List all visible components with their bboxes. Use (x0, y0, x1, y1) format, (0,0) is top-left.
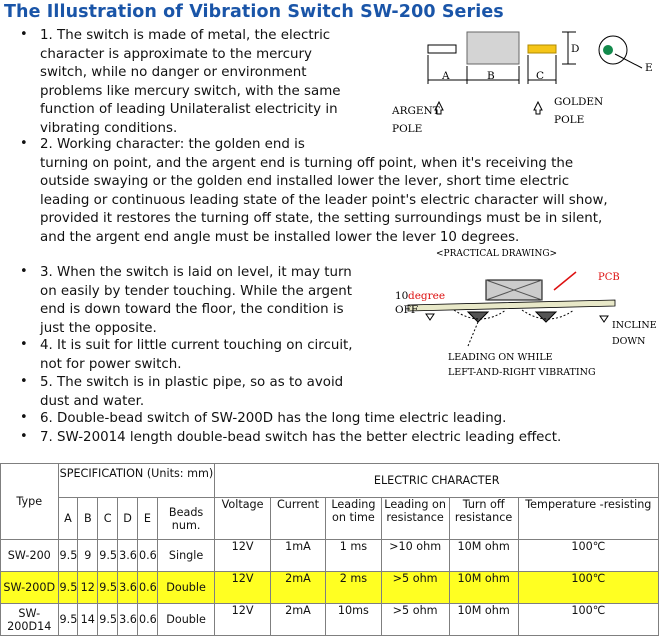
type-header: Type (1, 464, 59, 540)
practical-heading: <PRACTICAL DRAWING> (436, 249, 558, 259)
off-label: OFF (395, 304, 419, 316)
golden-pole-label: POLE (554, 114, 585, 126)
practical-drawing (390, 248, 662, 383)
label-c: C (536, 70, 545, 82)
page-title: The Illustration of Vibration Switch SW-200 Series (4, 2, 504, 22)
table-row: SW-200D14 9.5 14 9.5 3.6 0.6 Double 12V 2mA 10ms >5 ohm 10M ohm 100℃ (1, 604, 659, 636)
right-leg (536, 312, 556, 322)
electric-header: ELECTRIC CHARACTER (215, 464, 659, 498)
label-e: E (645, 62, 653, 74)
bullet-dot: • (20, 429, 28, 444)
left-leg (468, 312, 488, 322)
leading-time-header: Leading on time (326, 498, 381, 540)
turnoff-resistance-header: Turn off resistance (449, 498, 518, 540)
spec-table (0, 463, 659, 636)
bullet-dot: • (20, 374, 28, 389)
incline-label: INCLINE (612, 320, 657, 331)
col-c-header: C (98, 498, 118, 540)
golden-pin (528, 45, 556, 53)
table-row: SW-200 9.5 9 9.5 3.6 0.6 Single 12V 1mA 1 ms >10 ohm 10M ohm 100℃ (1, 540, 659, 572)
col-d-header: D (118, 498, 138, 540)
dimension-drawing (390, 26, 662, 144)
table-row-highlighted: SW-200D 9.5 12 9.5 3.6 0.6 Double 12V 2mA 2 ms >5 ohm 10M ohm 100℃ (1, 572, 659, 604)
argent-pole-label: POLE (392, 123, 423, 135)
item-7: 7. SW-20014 length double-bead switch has the better electric leading effect. (40, 430, 562, 445)
voltage-header: Voltage (215, 498, 270, 540)
item-1: 1. The switch is made of metal, the electric character is approximate to the mercury switch, while no danger or environment problems like mercury switch, with the same function of leading Unilateralist electricity in vibrating conditions. (40, 28, 341, 136)
item-2: 2. Working character: the golden end is turning on point, and the argent end is turning off point, when it's receiving the outside swaying or the golden end installed lower the lever, short time electric leading or continuous leading state of the leader point's electric character will show, provided it restores the turning off state, the setting surroundings must be in silent, and the argent end angle must be installed lower the lever 10 degrees. (40, 137, 608, 245)
bullet-dot: • (20, 337, 28, 352)
down-label: DOWN (612, 336, 646, 347)
angle-value: 10 (395, 290, 409, 302)
spec-header: SPECIFICATION (Units: mm) (58, 464, 215, 498)
item-4: 4. It is suit for little current touching on circuit, not for power switch. (40, 338, 353, 372)
bullet-dot: • (20, 136, 28, 151)
pcb-label: PCB (598, 272, 620, 283)
item-3: 3. When the switch is laid on level, it may turn on easily by tender touching. While the argent end is down toward the floor, the condition is just the opposite. (40, 265, 352, 336)
golden-label: GOLDEN (554, 96, 604, 108)
label-a: A (442, 70, 450, 82)
bullet-dot: • (20, 27, 28, 42)
current-header: Current (270, 498, 325, 540)
label-d: D (571, 43, 580, 55)
col-a-header: A (58, 498, 78, 540)
angle-unit: degree (408, 290, 446, 302)
col-e-header: E (137, 498, 157, 540)
argent-pin (428, 45, 456, 53)
golden-arrow (534, 102, 542, 114)
label-b: B (487, 70, 495, 82)
leading-resistance-header: Leading on resistance (381, 498, 449, 540)
argent-label: ARGENT (392, 105, 440, 117)
temperature-header: Temperature -resisting (518, 498, 658, 540)
dimension-drawing-svg (390, 26, 662, 144)
item-5: 5. The switch is in plastic pipe, so as to avoid dust and water. (40, 375, 344, 409)
beads-header: Beads num. (157, 498, 215, 540)
item-6: 6. Double-bead switch of SW-200D has the long time electric leading. (40, 411, 507, 426)
caption-line-1: LEADING ON WHILE (448, 352, 553, 363)
pcb-pointer (554, 272, 576, 290)
bullet-dot: • (20, 264, 28, 279)
caption-line-2: LEFT-AND-RIGHT VIBRATING (448, 367, 596, 378)
switch-body (467, 32, 519, 64)
col-b-header: B (78, 498, 98, 540)
bead-dot (603, 45, 613, 55)
bullet-dot: • (20, 410, 28, 425)
